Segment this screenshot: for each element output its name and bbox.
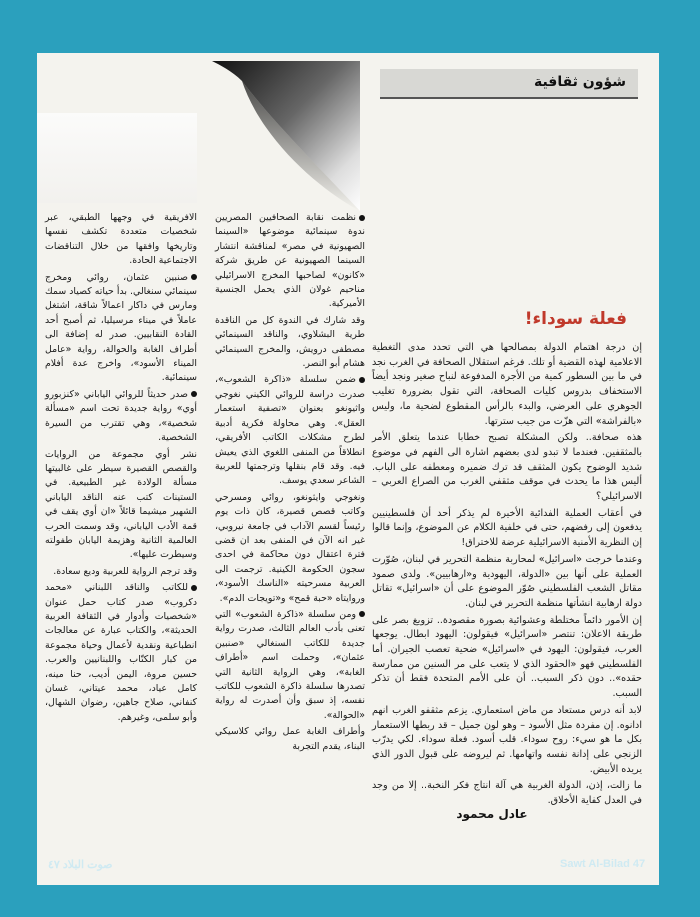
news-paragraph: نظمت نقابة الصحافيين المصريين ندوة سينمائية موضوعها «السينما الصهيونية في مصر» لمناقشة انتشار السينما الصهيونية عن طريق شركة «كانون» لصاحبها المخرج الاسرائيلي مناحيم غولان الذي يحمل الجنسية الأميركية. [215, 212, 365, 310]
article-paragraph: إن الأمور دائماً مختلطة وعشوائية بصورة مقصودة.. تزويغ بصر على طريقة الاعلان: تنتصر «اسرائيل» فيقولون: اليهود ابطال. يوجعها العرب، فيقولون: اليهود في «اسرائيل» ضحية تعصب الجيران. أما الفلسطيني فهو «الحقود الذي لا يتعب على مر السنين من ممارسة حقده».. دون ذكر السبب.. أن على الأمم المتحدة فقط أن تذكر السبب. [372, 614, 642, 700]
footer-page-arabic: صوت البلاد ٤٧ [48, 859, 113, 871]
news-paragraph: وأطراف الغابة عمل روائي كلاسيكي البناء، يقدم التجربة [215, 726, 365, 752]
news-column-middle [215, 211, 365, 756]
news-column-left [45, 211, 197, 727]
news-paragraph: الافريقية في وجهها الطبقي، عبر شخصيات متعددة تكشف نفسها وتاريخها وافقها من خلال التناقضات الاجتماعية الحادة. [45, 212, 197, 267]
news-paragraph: صدر حديثاً للروائي الياباني «كنزبورو أوي» رواية جديدة تحت اسم «مسألة شخصية»، وهي تقترب من السيرة الشخصية. [45, 388, 197, 444]
bullet-icon [191, 585, 197, 591]
section-tag-label: شؤون ثقافية [533, 74, 626, 90]
bullet-icon [191, 391, 197, 397]
bullet-icon [359, 611, 365, 617]
article-paragraph: هذه صحافة.. ولكن المشكلة تصبح خطابا عندما يتعلق الأمر بالمثقفين. فعندما لا تبدو لدى بعضهم اشارة الى الفهم في موضوع شديد الوضوح يكون المثقف قد ترك ضميره ومعطفه على الباب. أليس هذا ما يحدث في موقف مثقفي الغرب من الصراع العربي – الاسرائيلي؟ [372, 432, 642, 503]
news-paragraph: وقد ترجم الرواية للعربية وديع سعادة. [53, 565, 197, 577]
article-paragraph: ما زالت، إذن، الدولة الغربية هي آلة انتاج فكر النخبة.. إلا من وجد في العدل كفاية الأخلاق. [372, 780, 642, 807]
news-paragraph: صنبين عثمان، روائي ومخرج سينمائي سنغالي. بدأ حياته كصياد سمك ومارس في داكار اعمالاً شاقة، اشتغل عاملاً في ميناء مرسيليا، ثم أصبح أحد القادة النقابيين. صدر له إضافة الى أطراف الغابة والحوالة، رواية «عامل الميناء الأسود»، واخرج عدة أفلام سينمائية. [45, 271, 197, 384]
magazine-page [37, 53, 659, 885]
news-paragraph: للكاتب والناقد اللبناني «محمد دكروب» صدر كتاب حمل عنوان «شخصيات وأدوار في الثقافة العربية الحديثة»، والكتاب عبارة عن معالجات انطباعية ونقدية لأعمال وحياة مجموعة من كبار الكتّاب واللبنانيين والعرب. حسين مروة، اليمن أديب، حنا مينه، كامل عياد، محمد عيتاني، غسان كنفاني، صلاح جاهين، رضوان الشهال، وأبو سلمى، وغيرهم. [45, 582, 197, 723]
news-paragraph: ونغوجي وايثونغو، روائي ومسرحي وكاتب قصص قصيرة، كان ذات يوم رئيساً لقسم الآداب في جامعة نيروبي، غير انه الآن في المنفى بعد ان قضى فترة اعتقال دون محاكمة في احدى سجون الحكومة الكينية. ترجمت الى العربية مسرحيته «الناسك الأسود»، وروايتاه «حبة قمح» و«تويجات الدم». [215, 491, 365, 604]
page-curl-graphic [212, 61, 360, 211]
author-name: عادل محمود [456, 807, 528, 821]
article-paragraph: وعندما خرجت «اسرائيل» لمحاربة منظمة التحرير في لبنان، صُوّرت العملية على أنها بين «الدولة، اليهودية و«ارهابيين». ولدى صمود مقاتل الشعب الفلسطيني صُوّر الموضوع على أن «اسرائيل» تقاتل دولة ارهابية انشأتها منظمة التحرير في لبنان. [372, 553, 642, 609]
bullet-icon [359, 215, 365, 221]
article-paragraph: في أعقاب العملية الفدائية الأخيرة لم يذكر أحد أن فلسطينيين يدفعون إلى رفضهم، حتى في خلفية الكلام عن الموضوع، وإنما قالوا إن النظرية الأمنية الاسرائيلية عرضة للاختراق! [372, 507, 642, 549]
article-body [372, 341, 642, 811]
news-paragraph: نشر أوي مجموعة من الروايات والقصص القصيرة سيطر على غالبيتها مسألة الولادة غير الطبيعية. في الستينات كتب عنه الناقد الياباني الشهير ميشيما قائلاً «ان أوي يقف في قمة الأدب الياباني، وقد وسمت الحرب العالمية الثانية وهزيمة اليابان طفولته وسيطرت عليها». [45, 448, 197, 561]
section-tag [380, 69, 638, 99]
article-paragraph: إن درجة اهتمام الدولة بمصالحها هي التي تحدد مدى التغطية الاعلامية لهذه القضية أو تلك. فرغم استقلال الصحافة في الغرب نجد في ما بين السطور كمية من الأجرة المدفوعة لنباح صغير ونجد أيضاً الاستخفاف بدروس كليات الصحافة، التي تقول بضرورة تغليب الجوهري على العرضي، والبدء بالرأس المقطوع لضحية ما، وليس «بالفراشة» التي هزّت من جيب سترتها. [372, 342, 642, 427]
news-paragraph: وقد شارك في الندوة كل من الناقدة طرية البشلاوي، والناقد السينمائي مصطفى درويش، والمخرج السينمائي هشام أبو النصر. [215, 314, 365, 370]
bullet-icon [359, 377, 365, 383]
news-paragraph: ضمن سلسلة «ذاكرة الشعوب»، صدرت دراسة للروائي الكيني نغوجي واثيونغو بعنوان «تصفية استعمار العقل». وهي محاولة فكرية أدبية لطرح مشكلات الكاتب الأفريقي، انطلاقاً من المنفى اللغوي الذي يعيش فيه. وقد قام بنقلها وترجمتها للعربية الشاعر سعدي يوسف. [215, 374, 365, 487]
article-headline: فعلة سوداء! [524, 309, 627, 329]
footer-page-latin: Sawt Al-Bilad 47 [560, 858, 646, 870]
bullet-icon [191, 274, 197, 280]
article-paragraph: لابد أنه درس مستعاد من ماض استعماري. يزعم مثقفو الغرب انهم ادانوه. إن مفردة مثل الأسود – وهو لون جميل – قد ربطها الاستعمار بكل ما هو سيء: روح سوداء. قلب أسود. فعلة سوداء. لكي يدرّب الزنجي على إدانة نفسه واتهامها. ثم ليروضه على قبول الدور الذي يريده الأبيض. [372, 704, 642, 775]
news-paragraph: ومن سلسلة «ذاكرة الشعوب» التي تعنى بأدب العالم الثالث، صدرت رواية جديدة للكاتب السنغالي «صنبين عثمان»، وحملت اسم «أطراف الغابة»، وهي الرواية الثانية التي تصدرها سلسلة ذاكرة الشعوب للكاتب نفسه، إذ سبق وأن أصدرت له رواية «الحوالة». [215, 608, 365, 721]
faded-header-area [37, 113, 197, 203]
